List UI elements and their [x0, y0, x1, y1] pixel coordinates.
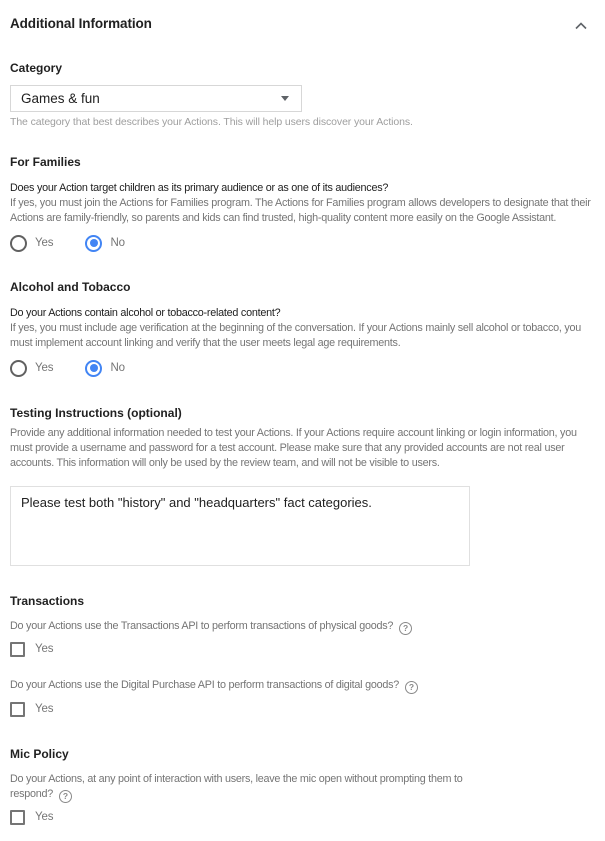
transactions-digital-checkbox-row[interactable] — [10, 700, 592, 718]
for-families-radio-no[interactable] — [85, 235, 125, 252]
transactions-physical-question: Do your Actions use the Transactions API to perform transactions of physical goods? ? — [10, 619, 592, 635]
testing-instructions-description: Provide any additional information needed to test your Actions. If your Actions require account linking or login information, you must provide a username and password for a test account. Please make sure that any provided accounts are not real user accounts. This information will only be used by the review team, and will not be visible to users. — [10, 427, 577, 469]
transactions-title: Transactions — [10, 594, 85, 608]
for-families-title: For Families — [10, 155, 81, 169]
radio-label: Yes — [35, 237, 54, 249]
radio-label: No — [110, 362, 125, 374]
panel-title: Additional Information — [10, 16, 152, 31]
panel-header — [10, 16, 592, 35]
category-dropdown[interactable] — [10, 85, 302, 112]
for-families-radio-yes[interactable] — [10, 235, 53, 252]
category-selected-value: Games & fun — [21, 91, 100, 106]
for-families-description: If yes, you must join the Actions for Families program. The Actions for Families program allows developers to designate that their Actions are family-friendly, so parents and kids can find trusted, high-quality content more easily on the Google Assistant. — [10, 197, 591, 224]
radio-checked-icon[interactable] — [85, 235, 102, 252]
for-families-radio-group — [10, 234, 592, 252]
category-label: Category — [10, 61, 63, 75]
checkbox-unchecked-icon[interactable] — [10, 702, 25, 717]
testing-instructions-input[interactable] — [10, 486, 470, 566]
mic-policy-title: Mic Policy — [10, 747, 69, 761]
help-icon[interactable]: ? — [399, 622, 412, 635]
mic-policy-checkbox-row[interactable] — [10, 808, 592, 826]
checkbox-label: Yes — [35, 643, 54, 655]
transactions-digital-question: Do your Actions use the Digital Purchase API to perform transactions of digital goods? ? — [10, 678, 592, 694]
checkbox-label: Yes — [35, 703, 54, 715]
help-icon[interactable]: ? — [405, 681, 418, 694]
checkbox-unchecked-icon[interactable] — [10, 642, 25, 657]
alcohol-tobacco-radio-no[interactable] — [85, 360, 125, 377]
checkbox-label: Yes — [35, 811, 54, 823]
mic-policy-question: Do your Actions, at any point of interaction with users, leave the mic open without prompting them to respond? ? — [10, 773, 463, 801]
category-helper-text: The category that best describes your Actions. This will help users discover your Actions. — [10, 116, 413, 128]
radio-label: No — [110, 237, 125, 249]
transactions-physical-checkbox-row[interactable] — [10, 640, 592, 658]
alcohol-tobacco-title: Alcohol and Tobacco — [10, 280, 131, 294]
radio-label: Yes — [35, 362, 54, 374]
alcohol-tobacco-description: If yes, you must include age verification at the beginning of the conversation. If your Actions mainly sell alcohol or tobacco, you must implement account linking and verify that the user meets legal age requirements. — [10, 322, 582, 349]
testing-instructions-title: Testing Instructions (optional) — [10, 406, 182, 420]
collapse-section-button[interactable] — [572, 16, 590, 35]
radio-unchecked-icon[interactable] — [10, 360, 27, 377]
radio-checked-icon[interactable] — [85, 360, 102, 377]
help-icon[interactable]: ? — [59, 790, 72, 803]
alcohol-tobacco-radio-group — [10, 359, 592, 377]
for-families-question: Does your Action target children as its primary audience or as one of its audiences? — [10, 182, 389, 194]
dropdown-arrow-icon — [281, 96, 289, 101]
alcohol-tobacco-question: Do your Actions contain alcohol or tobacco-related content? — [10, 307, 281, 319]
radio-unchecked-icon[interactable] — [10, 235, 27, 252]
chevron-up-icon — [574, 21, 588, 30]
checkbox-unchecked-icon[interactable] — [10, 810, 25, 825]
alcohol-tobacco-radio-yes[interactable] — [10, 360, 53, 377]
